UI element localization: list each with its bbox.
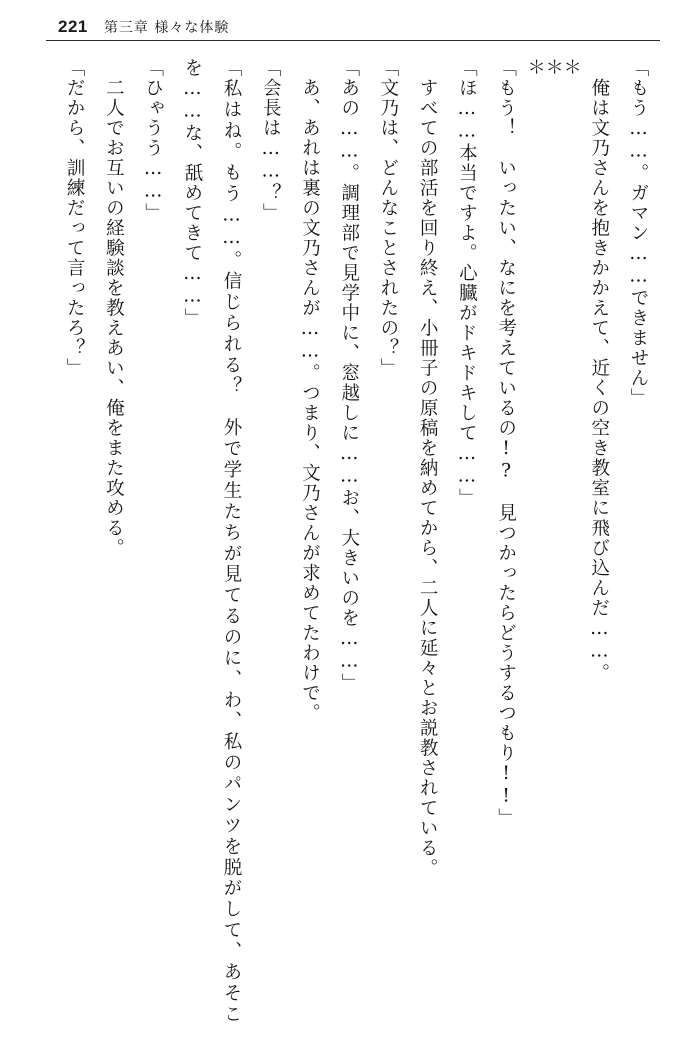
paragraph: 「ひゃうう……」: [142, 58, 164, 223]
paragraph: 「もう！ いったい、なにを考えているの!? 見つかったらどうするつもり!!」: [495, 58, 517, 828]
vertical-text-block: [38, 58, 658, 1024]
paragraph: 二人でお互いの経験談を教えあい、俺をまた攻める。: [103, 78, 125, 558]
separator-mark: ＊: [560, 58, 582, 77]
paragraph: 「ほ……本当ですよ。心臓がドキドキして……」: [456, 58, 478, 508]
paragraph: 「もう……。ガマン……できません」: [628, 58, 649, 408]
paragraph: 俺は文乃さんを抱きかかえて、近くの空き教室に飛び込んだ……。: [588, 78, 610, 683]
header-divider: [46, 40, 660, 41]
page-body: [38, 58, 658, 1024]
separator-mark: ＊: [542, 58, 564, 77]
paragraph: すべての部活を回り終え、小冊子の原稿を納めてから、二人に延々とお説教されている。: [417, 78, 439, 878]
paragraph: あ、あれは裏の文乃さんが……。つまり、文乃さんが求めてたわけで。: [299, 78, 321, 723]
paragraph: 「文乃は、どんなことされたの？」: [377, 58, 399, 378]
running-header: [0, 10, 700, 44]
paragraph: 「あの……。調理部で見学中に、窓越しに……お、大きいのを……」: [338, 58, 360, 693]
scene-separator: [526, 58, 580, 1024]
paragraph: 「だから、訓練だって言ったろ？」: [64, 58, 86, 378]
separator-mark: ＊: [524, 58, 546, 77]
page-number: 221: [58, 17, 88, 36]
paragraph: 「私はね。もう……。信じられる？ 外で学生たちが見てるのに、わ、私のパンツを脱がして、あそこを……な、舐めてきて……」: [181, 58, 243, 1025]
chapter-title: 第三章 様々な体験: [103, 20, 230, 36]
paragraph: 「会長は……？」: [260, 58, 282, 223]
